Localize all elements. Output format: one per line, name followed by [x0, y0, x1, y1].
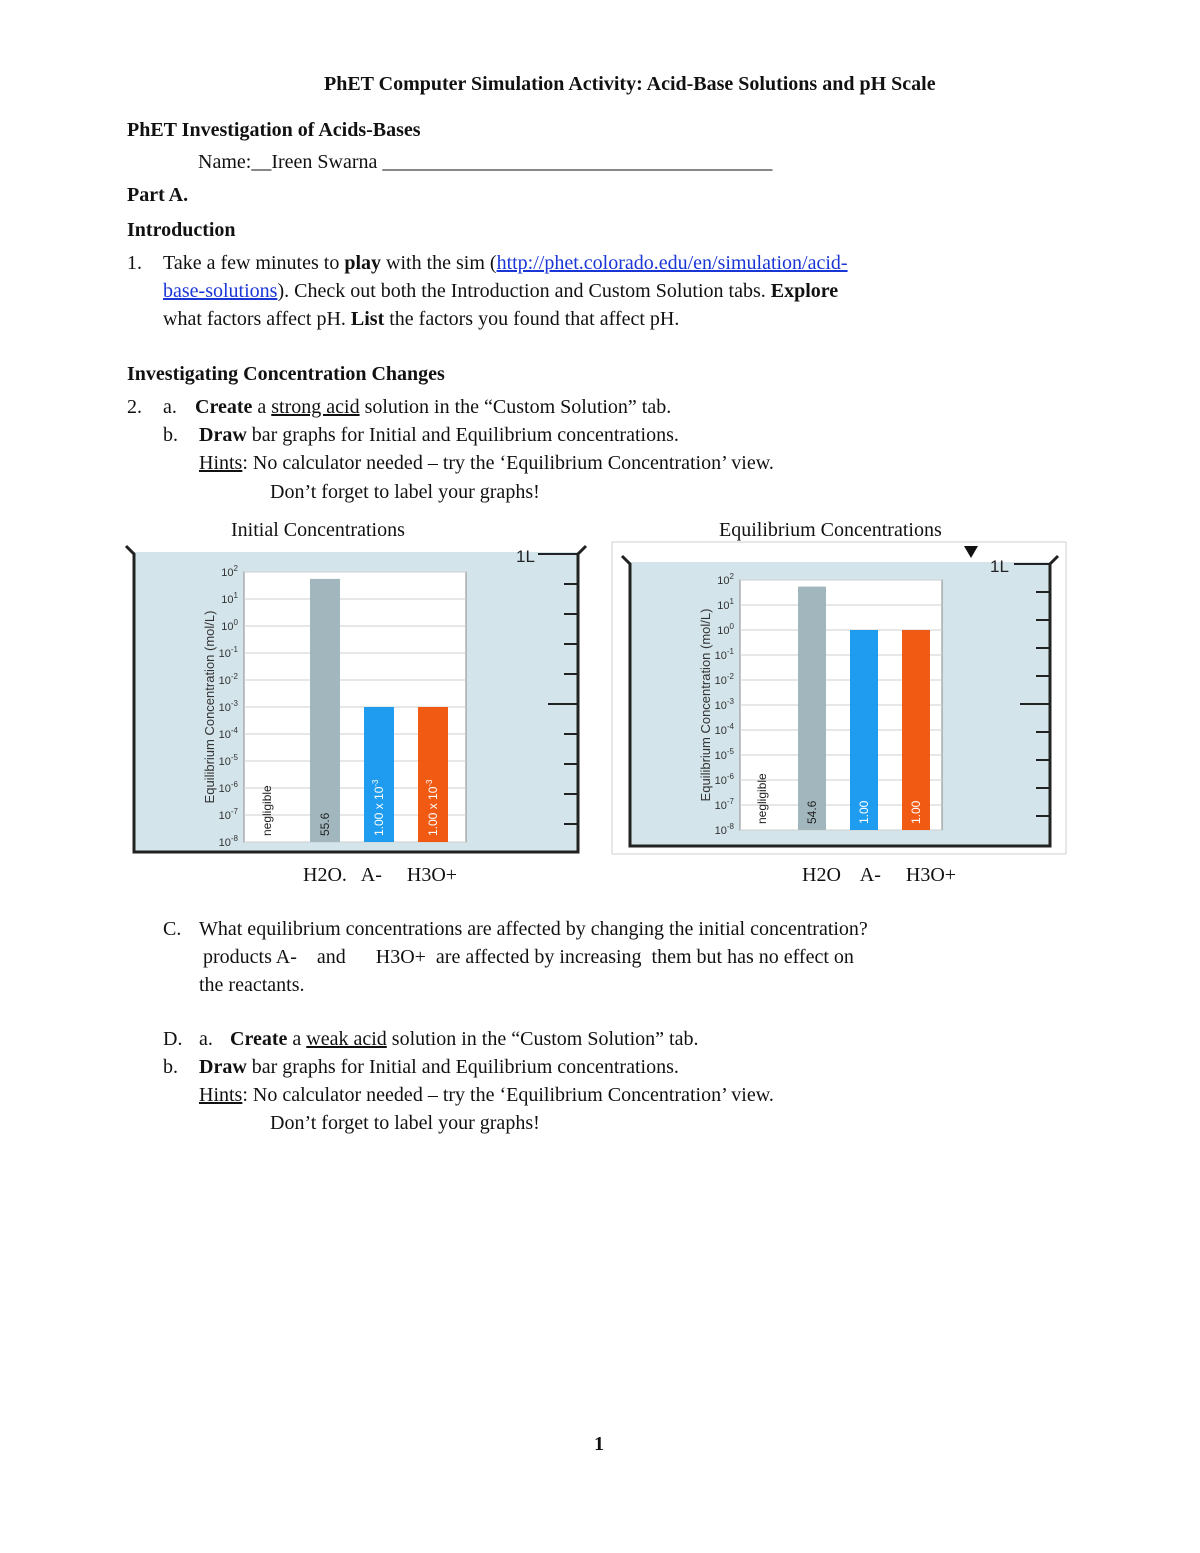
q1-text: with the sim (: [381, 252, 497, 274]
bar-value-label: negligible: [755, 773, 769, 824]
q2a-strong-acid: strong acid: [271, 396, 360, 418]
q1-text: Take a few minutes to: [163, 252, 345, 274]
q2a-line: [195, 396, 671, 419]
y-tick-label: $10^{-8}$: [218, 834, 238, 849]
y-axis-label: Equilibrium Concentration (mol/L): [202, 610, 217, 804]
initial-beaker-figure: [118, 540, 588, 856]
initial-graph-title: Initial Concentrations: [231, 519, 405, 541]
y-tick-label: $10^{-7}$: [218, 807, 238, 822]
beaker-1l-label: 1L: [990, 557, 1009, 576]
q1-number: 1.: [127, 252, 142, 274]
name-label: Name:: [198, 151, 252, 173]
bar-value-label: 1.00: [909, 800, 923, 824]
qd-hints: [199, 1084, 774, 1107]
q2b-line: [199, 424, 679, 447]
y-tick-label: $10^{-2}$: [714, 672, 734, 687]
document-header: PhET Computer Simulation Activity: Acid-Base Solutions and pH Scale: [324, 73, 936, 95]
bar-value-label: 1.00 x $10^{-3}$: [371, 779, 386, 836]
equilibrium-species-labels: H2O A- H3O+: [802, 864, 957, 886]
qd-b-line: [199, 1056, 679, 1079]
q1-text: what factors affect pH.: [163, 308, 351, 330]
equilibrium-graph-title: Equilibrium Concentrations: [719, 519, 942, 541]
q2b-label: b.: [163, 424, 178, 446]
q1-text: ). Check out both the Introduction and Custom Solution tabs.: [277, 280, 771, 302]
y-tick-label: $10^{-8}$: [714, 822, 734, 837]
qd-hints-line2: Don’t forget to label your graphs!: [270, 1112, 540, 1134]
bar-value-label: negligible: [260, 785, 274, 836]
q2-hints: [199, 452, 774, 475]
sim-link[interactable]: http://phet.colorado.edu/en/simulation/acid-: [496, 252, 848, 274]
q1-text: the factors you found that affect pH.: [384, 308, 680, 330]
section-title: PhET Investigation of Acids-Bases: [127, 119, 421, 141]
bar-value-label: 55.6: [318, 812, 332, 836]
y-tick-label: $10^1$: [717, 597, 734, 612]
y-tick-label: $10^{-2}$: [218, 672, 238, 687]
q2-hints-line2: Don’t forget to label your graphs!: [270, 481, 540, 503]
q2a-text: a: [252, 396, 272, 418]
qd-a-label: a.: [199, 1028, 213, 1050]
hints-text: : No calculator needed – try the ‘Equilibrium Concentration’ view.: [242, 1084, 774, 1106]
q2a-label: a.: [163, 396, 177, 418]
concentration-heading: Investigating Concentration Changes: [127, 363, 445, 385]
q1-list: List: [350, 308, 385, 330]
q1-explore: Explore: [770, 280, 839, 302]
y-tick-label: $10^{-4}$: [218, 726, 238, 741]
bar-value-label: 1.00: [857, 800, 871, 824]
y-tick-label: $10^{-5}$: [714, 747, 734, 762]
name-value: __Ireen Swarna _______________________________________: [251, 151, 773, 173]
qc-question: What equilibrium concentrations are affected by changing the initial concentration?: [199, 918, 868, 940]
y-tick-label: $10^0$: [221, 618, 238, 633]
y-tick-label: $10^{-6}$: [714, 772, 734, 787]
y-tick-label: $10^2$: [717, 572, 734, 587]
introduction-heading: Introduction: [127, 219, 236, 241]
qd-a-create: Create: [230, 1028, 288, 1050]
y-tick-label: $10^{-3}$: [218, 699, 238, 714]
y-tick-label: $10^{-1}$: [218, 645, 238, 660]
qd-b-label: b.: [163, 1056, 178, 1078]
y-tick-label: $10^{-7}$: [714, 797, 734, 812]
q2a-text: solution in the “Custom Solution” tab.: [359, 396, 672, 418]
bar: [850, 630, 878, 830]
q1-play: play: [344, 252, 382, 274]
part-a-heading: Part A.: [127, 184, 189, 206]
qc-label: C.: [163, 918, 182, 940]
bar: [798, 587, 826, 830]
bar: [310, 579, 340, 842]
q2a-create: Create: [195, 396, 253, 418]
y-tick-label: $10^{-3}$: [714, 697, 734, 712]
qd-a-text: a: [287, 1028, 307, 1050]
y-tick-label: $10^{-1}$: [714, 647, 734, 662]
y-tick-label: $10^{-5}$: [218, 753, 238, 768]
initial-species-labels: H2O. A- H3O+: [303, 864, 458, 886]
bar-value-label: 1.00 x $10^{-3}$: [425, 779, 440, 836]
q1-line1: [163, 252, 848, 275]
qd-a-text: solution in the “Custom Solution” tab.: [386, 1028, 699, 1050]
qd-label: D.: [163, 1028, 183, 1050]
hints-label: Hints: [199, 1084, 243, 1106]
y-tick-label: $10^0$: [717, 622, 734, 637]
q1-line2: [163, 280, 838, 303]
y-axis-label: Equilibrium Concentration (mol/L): [698, 608, 713, 802]
qc-answer-line1: products A- and H3O+ are affected by increasing them but has no effect on: [203, 946, 854, 968]
name-line: [198, 151, 772, 174]
y-tick-label: $10^{-6}$: [218, 780, 238, 795]
equilibrium-beaker-figure: [610, 540, 1068, 856]
q1-line3: [163, 308, 679, 331]
qd-a-weak-acid: weak acid: [306, 1028, 387, 1050]
q2b-text: bar graphs for Initial and Equilibrium concentrations.: [246, 424, 679, 446]
hints-text: : No calculator needed – try the ‘Equilibrium Concentration’ view.: [242, 452, 774, 474]
bar-value-label: 54.6: [805, 800, 819, 824]
hints-label: Hints: [199, 452, 243, 474]
bar: [902, 630, 930, 830]
y-tick-label: $10^2$: [221, 564, 238, 579]
page-number: 1: [594, 1433, 604, 1455]
qc-answer-line2: the reactants.: [199, 974, 305, 996]
q2-number: 2.: [127, 396, 142, 418]
q2b-draw: Draw: [199, 424, 247, 446]
y-tick-label: $10^{-4}$: [714, 722, 734, 737]
sim-link-continued[interactable]: base-solutions: [163, 280, 278, 302]
qd-a-line: [230, 1028, 698, 1051]
beaker-1l-label: 1L: [516, 547, 535, 566]
qd-b-text: bar graphs for Initial and Equilibrium concentrations.: [246, 1056, 679, 1078]
y-tick-label: $10^1$: [221, 591, 238, 606]
qd-b-draw: Draw: [199, 1056, 247, 1078]
